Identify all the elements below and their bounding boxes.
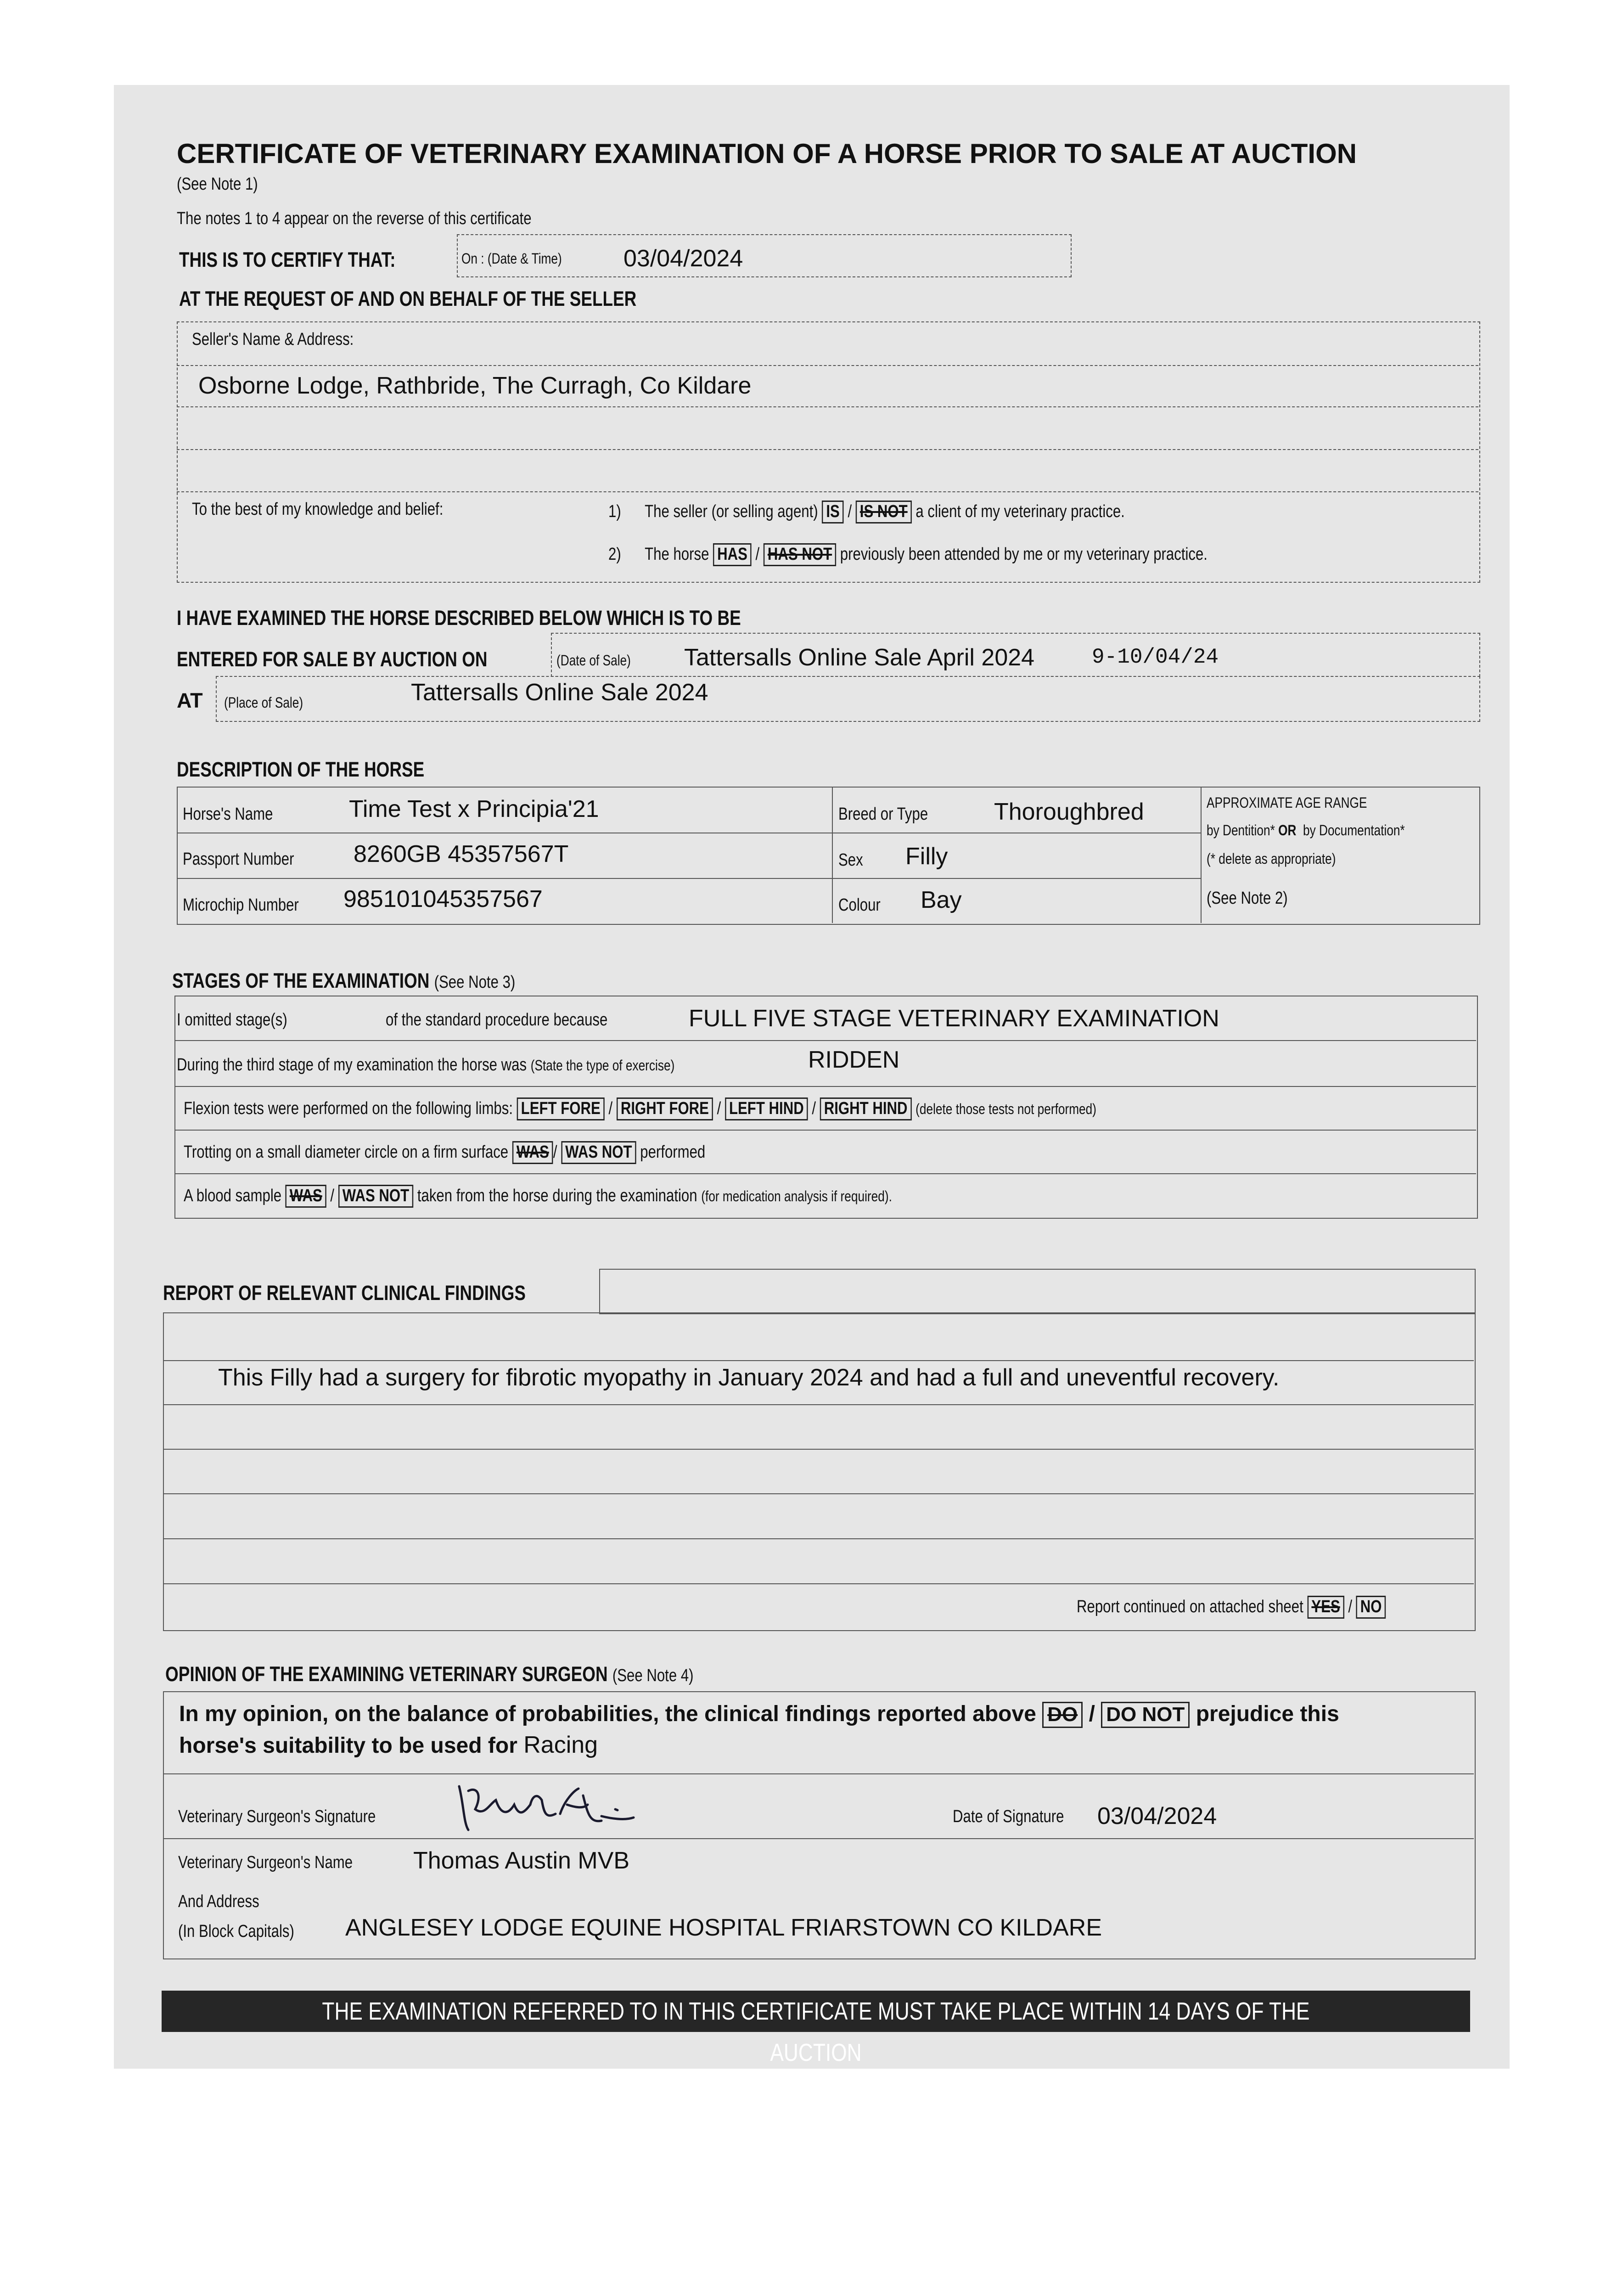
- footer-warning-bar: THE EXAMINATION REFERRED TO IN THIS CERTIFICATE MUST TAKE PLACE WITHIN 14 DAYS OF THE AUCTION: [162, 1991, 1470, 2032]
- notes-line: The notes 1 to 4 appear on the reverse of this certificate: [177, 209, 532, 228]
- intended-use-value: Racing: [523, 1732, 598, 1758]
- see-note-1: (See Note 1): [177, 174, 258, 194]
- opinion-do-not-option[interactable]: DO NOT: [1101, 1702, 1190, 1728]
- sale-date-value: Tattersalls Online Sale April 2024: [684, 644, 1035, 671]
- microchip-label: Microchip Number: [183, 895, 299, 915]
- blood-was-not-option[interactable]: WAS NOT: [338, 1185, 413, 1208]
- sale-place-label: (Place of Sale): [224, 694, 303, 711]
- seller-address: Osborne Lodge, Rathbride, The Curragh, Co Kildare: [198, 372, 752, 399]
- stages-heading: STAGES OF THE EXAMINATION (See Note 3): [172, 969, 516, 992]
- opinion-use-line: horse's suitability to be used for Racing: [179, 1732, 598, 1758]
- blood-was-option[interactable]: WAS: [286, 1185, 326, 1208]
- seller-label: Seller's Name & Address:: [192, 330, 354, 349]
- sex-label: Sex: [838, 850, 863, 870]
- age-range-method: by Dentition* OR by Documentation*: [1207, 822, 1405, 838]
- signature-date-value: 03/04/2024: [1097, 1803, 1217, 1829]
- on-date-label: On : (Date & Time): [461, 250, 562, 267]
- age-range-heading: APPROXIMATE AGE RANGE: [1207, 794, 1367, 811]
- page-title: CERTIFICATE OF VETERINARY EXAMINATION OF A HORSE PRIOR TO SALE AT AUCTION: [177, 138, 1357, 169]
- sale-date-label: (Date of Sale): [556, 652, 631, 669]
- right-hind-option[interactable]: RIGHT HIND: [820, 1097, 912, 1120]
- passport-value: 8260GB 45357567T: [354, 841, 569, 867]
- certify-label: THIS IS TO CERTIFY THAT:: [179, 248, 396, 271]
- horse-name-value: Time Test x Principia'21: [349, 796, 599, 822]
- sale-place-box[interactable]: [216, 676, 1480, 722]
- vet-name-value: Thomas Austin MVB: [413, 1847, 630, 1874]
- examined-label: I HAVE EXAMINED THE HORSE DESCRIBED BELOW WHICH IS TO BE: [177, 606, 741, 630]
- address-label-2: (In Block Capitals): [178, 1922, 294, 1941]
- age-range-delete-note: (* delete as appropriate): [1207, 850, 1336, 867]
- entered-label: ENTERED FOR SALE BY AUCTION ON: [177, 647, 488, 671]
- opinion-heading: OPINION OF THE EXAMINING VETERINARY SURGEON (See Note 4): [165, 1662, 694, 1686]
- horse-attended-line: 2) The horse HAS / HAS NOT previously been attended by me or my veterinary practice.: [608, 543, 1339, 566]
- sale-date-handwritten: 9-10/04/24: [1092, 645, 1219, 669]
- age-range-note: (See Note 2): [1207, 889, 1288, 908]
- vet-address-value: ANGLESEY LODGE EQUINE HOSPITAL FRIARSTOWN CO KILDARE: [345, 1914, 1102, 1941]
- trotting-was-option[interactable]: WAS: [512, 1141, 553, 1164]
- belief-label: To the best of my knowledge and belief:: [192, 500, 444, 519]
- at-label: AT: [177, 689, 203, 712]
- request-label: AT THE REQUEST OF AND ON BEHALF OF THE SELLER: [179, 287, 637, 310]
- address-label-1: And Address: [178, 1892, 259, 1911]
- colour-label: Colour: [838, 895, 881, 915]
- breed-value: Thoroughbred: [994, 799, 1144, 825]
- left-hind-option[interactable]: LEFT HIND: [725, 1097, 808, 1120]
- signature-date-label: Date of Signature: [953, 1807, 1064, 1826]
- breed-label: Breed or Type: [838, 805, 928, 824]
- horse-name-label: Horse's Name: [183, 805, 273, 824]
- flexion-line: Flexion tests were performed on the following limbs: LEFT FORE / RIGHT FORE / LEFT HIND / RIGHT HIND (delete those tests not performed): [184, 1097, 1297, 1120]
- sale-place-value: Tattersalls Online Sale 2024: [411, 679, 708, 706]
- report-heading: REPORT OF RELEVANT CLINICAL FINDINGS: [163, 1281, 526, 1305]
- right-fore-option[interactable]: RIGHT FORE: [617, 1097, 713, 1120]
- is-option[interactable]: IS: [822, 501, 843, 523]
- continued-no-option[interactable]: NO: [1356, 1596, 1386, 1619]
- trotting-was-not-option[interactable]: WAS NOT: [561, 1141, 636, 1164]
- has-option[interactable]: HAS: [713, 543, 752, 566]
- opinion-do-option[interactable]: DO: [1042, 1702, 1083, 1728]
- colour-value: Bay: [921, 887, 962, 913]
- signature-label: Veterinary Surgeon's Signature: [178, 1807, 376, 1826]
- omitted-label-a: I omitted stage(s): [177, 1010, 287, 1030]
- omitted-value: FULL FIVE STAGE VETERINARY EXAMINATION: [689, 1005, 1219, 1032]
- vet-name-label: Veterinary Surgeon's Name: [178, 1853, 353, 1872]
- clinical-finding: This Filly had a surgery for fibrotic myopathy in January 2024 and had a full and uneventful recovery.: [218, 1364, 1280, 1391]
- seller-client-line: 1) The seller (or selling agent) IS / IS NOT a client of my veterinary practice.: [608, 501, 1238, 523]
- third-stage-label: During the third stage of my examination the horse was (State the type of exercise): [177, 1055, 675, 1075]
- is-not-option[interactable]: IS NOT: [856, 501, 912, 523]
- vet-signature: [450, 1773, 643, 1837]
- microchip-value: 985101045357567: [343, 886, 543, 912]
- sex-value: Filly: [905, 843, 948, 870]
- third-stage-value: RIDDEN: [808, 1047, 900, 1073]
- trotting-line: Trotting on a small diameter circle on a firm surface WAS / WAS NOT performed: [184, 1141, 820, 1164]
- has-not-option[interactable]: HAS NOT: [764, 543, 836, 566]
- left-fore-option[interactable]: LEFT FORE: [517, 1097, 605, 1120]
- blood-sample-line: A blood sample WAS / WAS NOT taken from the horse during the examination (for medication analysis if required).: [184, 1185, 1048, 1208]
- passport-label: Passport Number: [183, 850, 294, 869]
- description-heading: DESCRIPTION OF THE HORSE: [177, 758, 425, 781]
- omitted-label-b: of the standard procedure because: [386, 1010, 608, 1030]
- opinion-statement: In my opinion, on the balance of probabilities, the clinical findings reported above DO / DO NOT prejudice this: [179, 1701, 1339, 1728]
- continued-yes-option[interactable]: YES: [1307, 1596, 1344, 1619]
- on-date-value: 03/04/2024: [623, 245, 743, 272]
- report-continued-line: Report continued on attached sheet YES / NO: [1077, 1596, 1454, 1619]
- report-heading-box: [599, 1269, 1476, 1314]
